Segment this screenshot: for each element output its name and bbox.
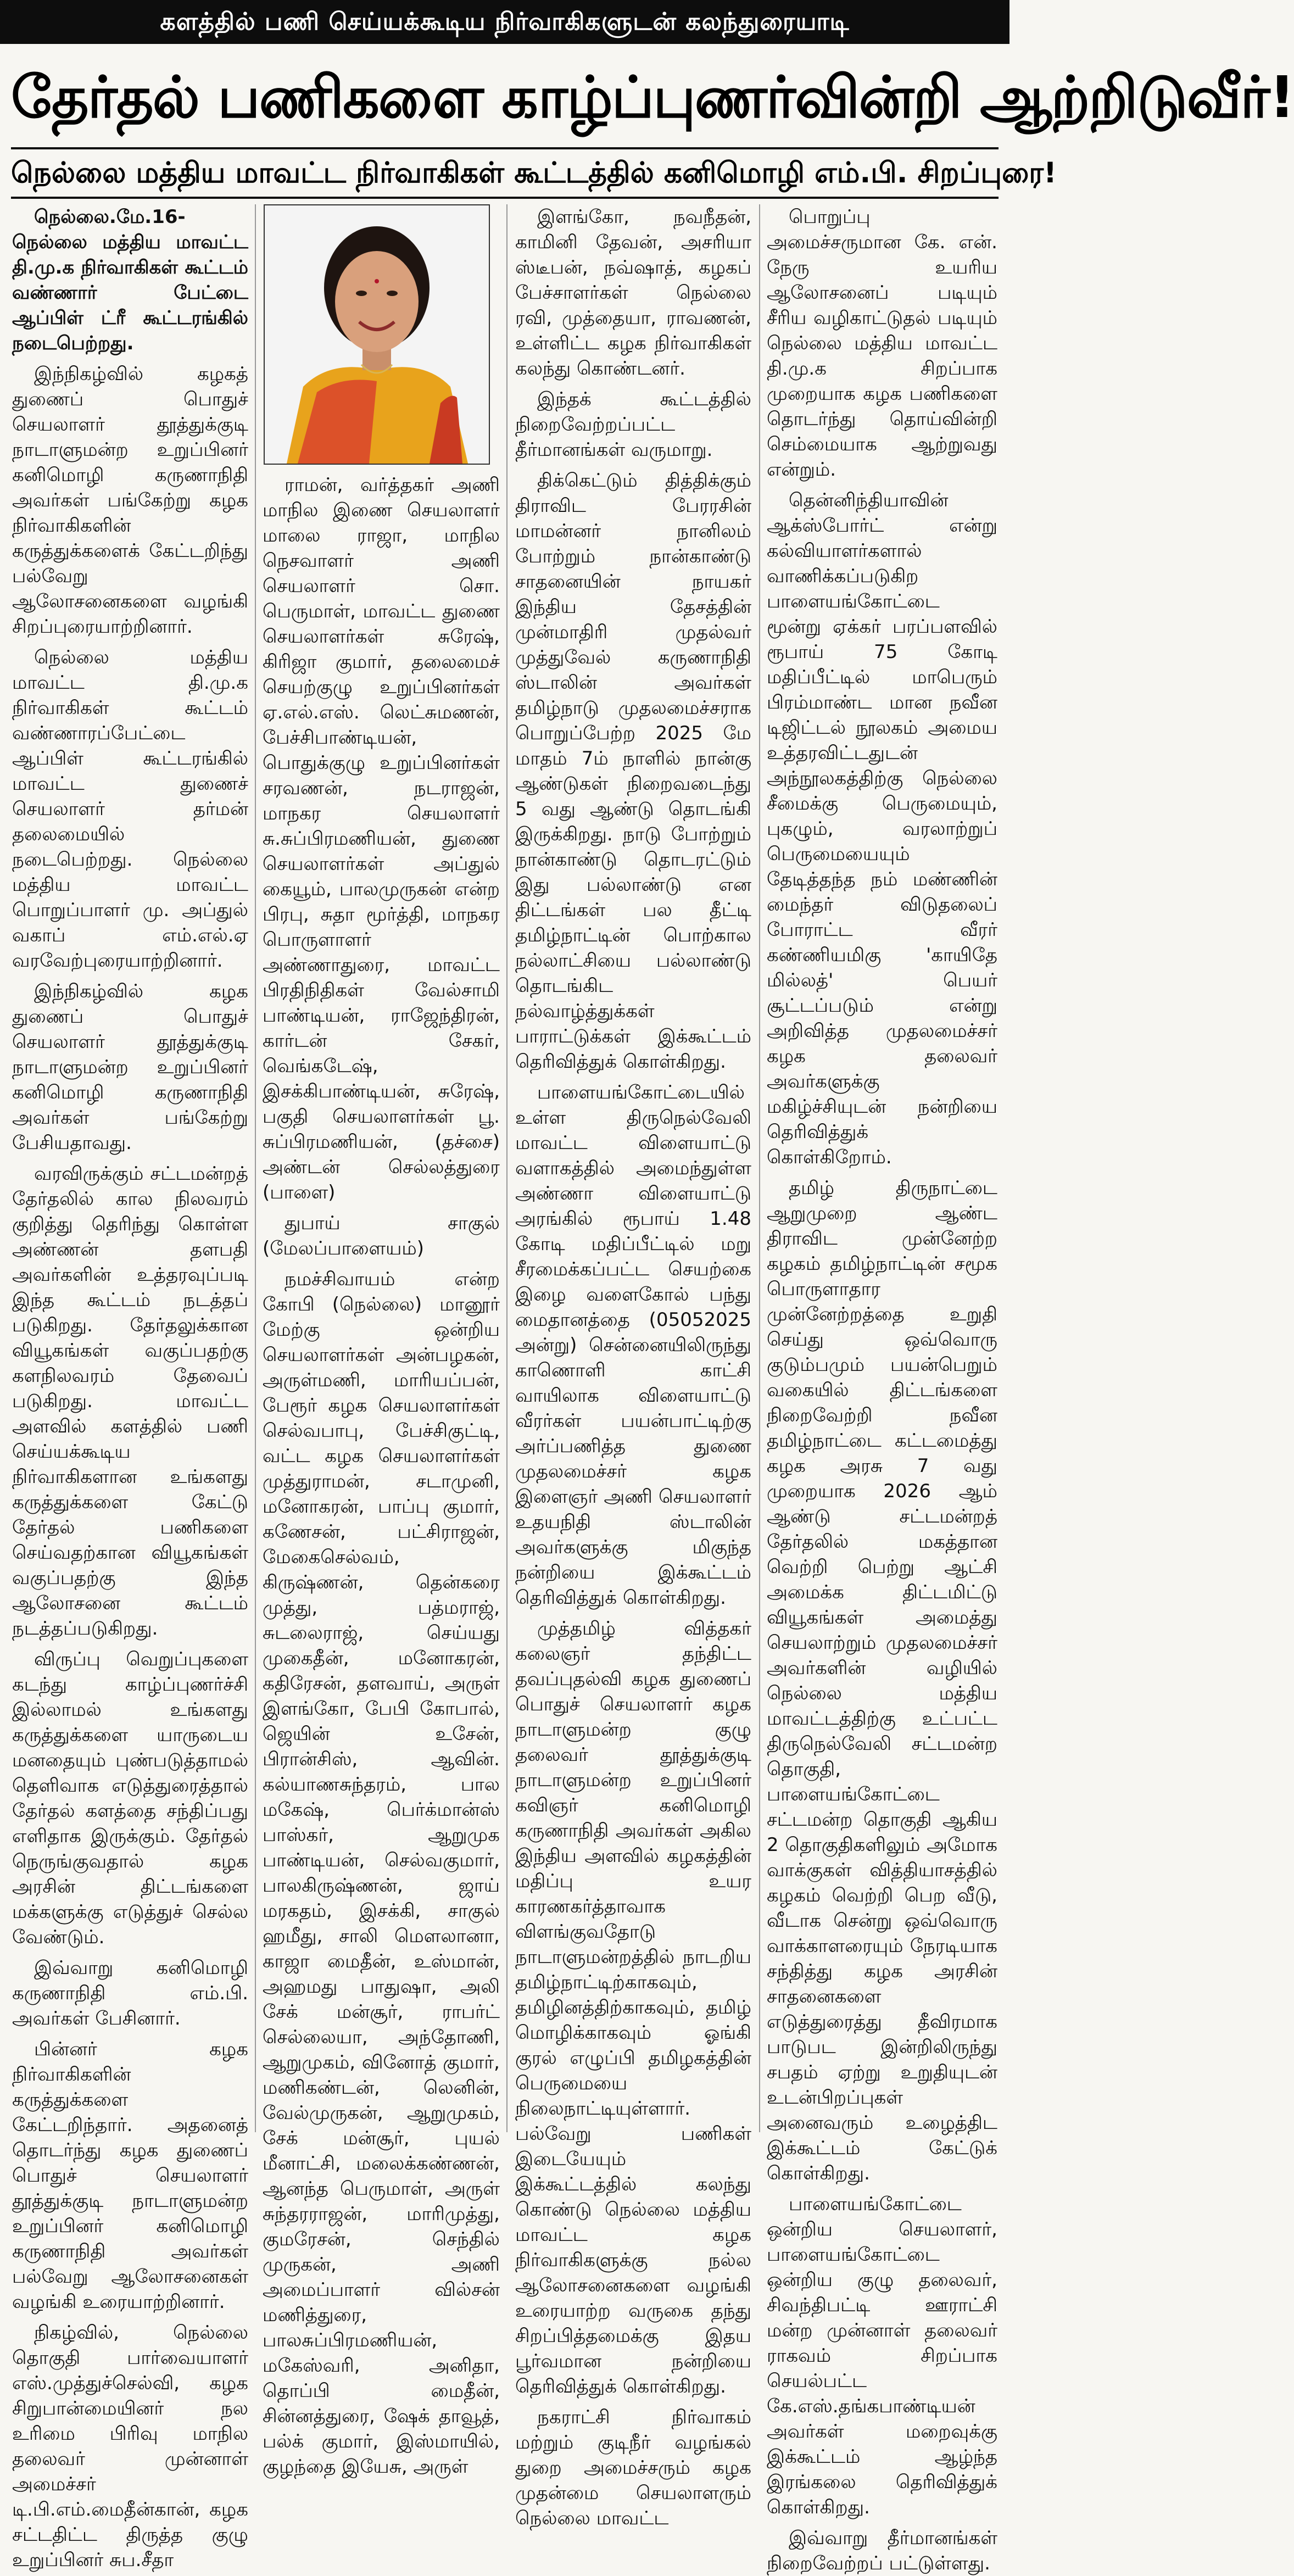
article-paragraph: திக்கெட்டும் தித்திக்கும் திராவிட பேரரசின் மாமன்னர் நானிலம் போற்றும் நான்காண்டு சாதனையின் நாயகர் இந்திய தேசத்தின் முன்மாதிரி முதல்வர் முத்துவேல் கருணாநிதி ஸ்டாலின் அவர்கள் தமிழ்நாடு முதலமைச்சராக பொறுப்பேற்ற 2025 மே மாதம் 7ம் நாளில் நான்கு ஆண்டுகள் நிறைவடைந்து 5 வது ஆண்டு தொடங்கி இருக்கிறது. நாடு போற்றும் நான்காண்டு தொடரட்டும் இது பல்லாண்டு என திட்டங்கள் பல தீட்டி தமிழ்நாட்டின் பொற்கால நல்லாட்சியை பல்லாண்டு தொடங்கிட நல்வாழ்த்துக்கள் பாராட்டுக்கள் இக்கூட்டம் தெரிவித்துக் கொள்கிறது.	[515, 470, 751, 1073]
subheadline: நெல்லை மத்திய மாவட்ட நிர்வாகிகள் கூட்டத்தில் கனிமொழி எம்.பி. சிறப்புரை!	[11, 147, 999, 199]
article-paragraph: வரவிருக்கும் சட்டமன்றத் தேர்தலில் கால நிலவரம் குறித்து தெரிந்து கொள்ள அண்ணன் தளபதி அவர்களின் உத்தரவுப்படி இந்த கூட்டம் நடத்தப் படுகிறது. தேர்தலுக்கான வியூகங்கள் வகுப்பதற்கு களநிலவரம் தேவைப் படுகிறது. மாவட்ட அளவில் களத்தில் பணி செய்யக்கூடிய நிர்வாகிகளான உங்களது கருத்துக்களை கேட்டு தேர்தல் பணிகளை செய்வதற்கான வியூகங்கள் வகுப்பதற்கு இந்த ஆலோசனை கூட்டம் நடத்தப்படுகிறது.	[12, 1163, 248, 1640]
article-paragraph: விருப்பு வெறுப்புகளை கடந்து காழ்ப்புணர்ச்சி இல்லாமல் உங்களது கருத்துக்களை யாருடைய மனதையும் புண்படுத்தாமல் தெளிவாக எடுத்துரைத்தால் தேர்தல் களத்தை சந்திப்பது எளிதாக இருக்கும். தேர்தல் நெருங்குவதால் கழக அரசின் திட்டங்களை மக்களுக்கு எடுத்துச் செல்ல வேண்டும்.	[12, 1648, 248, 1948]
article-column-2	[263, 472, 500, 2478]
kicker-banner: களத்தில் பணி செய்யக்கூடிய நிர்வாகிகளுடன் கலந்துரையாடி	[0, 0, 1009, 44]
article-paragraph: இவ்வாறு கனிமொழி கருணாநிதி எம்.பி. அவர்கள் பேசினார்.	[12, 1957, 248, 2029]
article-paragraph: நெல்லை.மே.16- நெல்லை மத்திய மாவட்ட தி.மு.க நிர்வாகிகள் கூட்டம் வண்ணார் பேட்டை ஆப்பிள் ட்ரீ கூட்டரங்கில் நடைபெற்றது.	[12, 206, 248, 354]
article-paragraph: துபாய் சாகுல் (மேலப்பாளையம்)	[263, 1212, 500, 1259]
article-paragraph: பாளையங்கோட்டையில் உள்ள திருநெல்வேலி மாவட்ட விளையாட்டு வளாகத்தில் அமைந்துள்ள அண்ணா விளையாட்டு அரங்கில் ரூபாய் 1.48 கோடி மதிப்பீட்டில் மறு சீரமைக்கப்பட்ட செயற்கை இழை வளைகோல் பந்து மைதானத்தை (05052025 அன்று) சென்னையிலிருந்து காணொளி காட்சி வாயிலாக விளையாட்டு வீரர்கள் பயன்பாட்டிற்கு அர்ப்பணித்த துணை முதலமைச்சர் கழக இளைஞர் அணி செயலாளர் உதயநிதி ஸ்டாலின் அவர்களுக்கு மிகுந்த நன்றியை இக்கூட்டம் தெரிவித்துக் கொள்கிறது.	[515, 1081, 751, 1609]
article-paragraph: தமிழ் திருநாட்டை ஆறுமுறை ஆண்ட திராவிட முன்னேற்ற கழகம் தமிழ்நாட்டின் சமூக பொருளாதார முன்னேற்றத்தை உறுதி செய்து ஒவ்வொரு குடும்பமும் பயன்பெறும் வகையில் திட்டங்களை நிறைவேற்றி நவீன தமிழ்நாட்டை கட்டமைத்து கழக அரசு 7 வது முறையாக 2026 ஆம் ஆண்டு சட்டமன்றத் தேர்தலில் மகத்தான வெற்றி பெற்று ஆட்சி அமைக்க திட்டமிட்டு வியூகங்கள் அமைத்து செயலாற்றும் முதலமைச்சர் அவர்களின் வழியில் நெல்லை மத்திய மாவட்டத்திற்கு உட்பட்ட திருநெல்வேலி சட்டமன்ற தொகுதி, பாளையங்கோட்டை சட்டமன்ற தொகுதி ஆகிய 2 தொகுதிகளிலும் அமோக வாக்குகள் வித்தியாசத்தில் கழகம் வெற்றி பெற வீடு, வீடாக சென்று ஒவ்வொரு வாக்காளரையும் நேரடியாக சந்தித்து கழக அரசின் சாதனைகளை எடுத்துரைத்து தீவிரமாக பாடுபட இன்றிலிருந்து சபதம் ஏற்று உறுதியுடன் உடன்பிறப்புகள் அனைவரும் உழைத்திட இக்கூட்டம் கேட்டுக் கொள்கிறது.	[767, 1177, 997, 2184]
column-rule	[759, 204, 760, 2132]
article-paragraph: நகராட்சி நிர்வாகம் மற்றும் குடிநீர் வழங்கல் துறை அமைச்சரும் கழக முதன்மை செயலாளரும் நெல்லை மாவட்ட	[515, 2406, 751, 2529]
article-paragraph: இந்நிகழ்வில் கழக துணைப் பொதுச் செயலாளர் தூத்துக்குடி நாடாளுமன்ற உறுப்பினர் கனிமொழி கருணாநிதி அவர்கள் பங்கேற்று பேசியதாவது.	[12, 980, 248, 1154]
headline: தேர்தல் பணிகளை காழ்ப்புணர்வின்றி ஆற்றிடுவீர்!	[11, 64, 1294, 131]
article-paragraph: பின்னர் கழக நிர்வாகிகளின் கருத்துக்களை கேட்டறிந்தார். அதனைத் தொடர்ந்து கழக துணைப் பொதுச் செயலாளர் தூத்துக்குடி நாடாளுமன்ற உறுப்பினர் கனிமொழி கருணாநிதி அவர்கள் பல்வேறு ஆலோசனைகள் வழங்கி உரையாற்றினார்.	[12, 2038, 248, 2313]
article-paragraph: பொறுப்பு அமைச்சருமான கே. என். நேரு உயரிய ஆலோசனைப் படியும் சீரிய வழிகாட்டுதல் படியும் நெல்லை மத்திய மாவட்ட தி.மு.க சிறப்பாக முறையாக கழக பணிகளை தொடர்ந்து தொய்வின்றி செம்மையாக ஆற்றுவது என்றும்.	[767, 206, 997, 481]
portrait-photo-icon	[265, 205, 489, 464]
article-column-3	[515, 204, 751, 2529]
article-column-4	[767, 204, 997, 2574]
article-paragraph: இந்நிகழ்வில் கழகத் துணைப் பொதுச் செயலாளர் தூத்துக்குடி நாடாளுமன்ற உறுப்பினர் கனிமொழி கருணாநிதி அவர்கள் பங்கேற்று கழக நிர்வாகிகளின் கருத்துக்களைக் கேட்டறிந்து பல்வேறு ஆலோசனைகளை வழங்கி சிறப்புரையாற்றினார்.	[12, 363, 248, 638]
column-rule	[255, 204, 256, 2132]
article-paragraph: இவ்வாறு தீர்மானங்கள் நிறைவேற்றப் பட்டுள்ளது.	[767, 2527, 997, 2574]
portrait-photo	[264, 204, 490, 465]
article-paragraph: முத்தமிழ் வித்தகர் கலைஞர் தந்திட்ட தவப்புதல்வி கழக துணைப் பொதுச் செயலாளர் கழக நாடாளுமன்ற குழு தலைவர் தூத்துக்குடி நாடாளுமன்ற உறுப்பினர் கவிஞர் கனிமொழி கருணாநிதி அவர்கள் அகில இந்திய அளவில் கழகத்தின் மதிப்பு உயர காரணகர்த்தாவாக விளங்குவதோடு நாடாளுமன்றத்தில் நாடறிய தமிழ்நாட்டிற்காகவும், தமிழினத்திற்காகவும், தமிழ் மொழிக்காகவும் ஓங்கி குரல் எழுப்பி தமிழகத்தின் பெருமையை நிலைநாட்டியுள்ளார். பல்வேறு பணிகள் இடையேயும் இக்கூட்டத்தில் கலந்து கொண்டு நெல்லை மத்திய மாவட்ட கழக நிர்வாகிகளுக்கு நல்ல ஆலோசனைகளை வழங்கி உரையாற்ற வருகை தந்து சிறப்பித்தமைக்கு இதய பூர்வமான நன்றியை தெரிவித்துக் கொள்கிறது.	[515, 1618, 751, 2397]
article-paragraph: நமச்சிவாயம் என்ற கோபி (நெல்லை) மானூர் மேற்கு ஒன்றிய செயலாளர்கள் அன்பழகன், அருள்மணி, மாரியப்பன், பேரூர் கழக செயலாளர்கள் செல்வபாபு, பேச்சிகுட்டி, வட்ட கழக செயலாளர்கள் முத்துராமன், சடாமுனி, மனோகரன், பாப்பு குமார், கணேசன், பட்சிராஜன், மேகைசெல்வம், கிருஷ்ணன், தென்கரை முத்து, பத்மராஜ், சுடலைராஜ், செய்யது முகைதீன், மனோகரன், கதிரேசன், தளவாய், அருள் இளங்கோ, பேபி கோபால், ஜெயின் உசேன், பிரான்சிஸ், ஆவின். கல்யாணசுந்தரம், பால மகேஷ், பெர்க்மான்ஸ் பாஸ்கர், ஆறுமுக பாண்டியன், செல்வகுமார், பாலகிருஷ்ணன், ஜாய் மரகதம், இசக்கி, சாகுல் ஹமீது, சாலி மௌலானா, காஜா மைதீன், உஸ்மான், அஹமது பாதுஷா, அலி சேக் மன்சூர், ராபர்ட் செல்லையா, அந்தோணி, ஆறுமுகம், வினோத் குமார், மணிகண்டன், லெனின், வேல்முருகன், ஆறுமுகம், சேக் மன்சூர், புயல் மீனாட்சி, மலைக்கண்ணன், ஆனந்த பெருமாள், அருள் சுந்தரராஜன், மாரிமுத்து, குமரேசன், செந்தில் முருகன், அணி அமைப்பாளர் வில்சன் மணித்துரை, பாலசுப்பிரமணியன், மகேஸ்வரி, அனிதா, தொப்பி மைதீன், சின்னத்துரை, ஷேக் தாவூத், பல்க் குமார், இஸ்மாயில், குழந்தை இயேசு, அருள்	[263, 1268, 500, 2478]
article-paragraph: இளங்கோ, நவநீதன், காமினி தேவன், அசரியா ஸ்டீபன், நவ்ஷாத், கழகப் பேச்சாளர்கள் நெல்லை ரவி, முத்தையா, ராவணன், உள்ளிட்ட கழக நிர்வாகிகள் கலந்து கொண்டனர்.	[515, 206, 751, 380]
article-column-1	[12, 204, 248, 2571]
article-paragraph: பாளையங்கோட்டை ஒன்றிய செயலாளர், பாளையங்கோட்டை ஒன்றிய குழு தலைவர், சிவந்திபட்டி ஊராட்சி மன்ற முன்னாள் தலைவர் ராகவம் சிறப்பாக செயல்பட்ட கே.எஸ்.தங்கபாண்டியன் அவர்கள் மறைவுக்கு இக்கூட்டம் ஆழ்ந்த இரங்கலை தெரிவித்துக் கொள்கிறது.	[767, 2193, 997, 2518]
article-paragraph: ராமன், வர்த்தகர் அணி மாநில இணை செயலாளர் மாலை ராஜா, மாநில நெசவாளர் அணி செயலாளர் சொ. பெருமாள், மாவட்ட துணை செயலாளர்கள் சுரேஷ், கிரிஜா குமார், தலைமைச் செயற்குழு உறுப்பினர்கள் ஏ.எல்.எஸ். லெட்சுமணன், பேச்சிபாண்டியன், பொதுக்குழு உறுப்பினர்கள் சரவணன், நடராஜன், மாநகர செயலாளர் சு.சுப்பிரமணியன், துணை செயலாளர்கள் அப்துல் கையூம், பாலமுருகன் என்ற பிரபு, சுதா மூர்த்தி, மாநகர பொருளாளர் அண்ணாதுரை, மாவட்ட பிரதிநிதிகள் வேல்சாமி பாண்டியன், ராஜேந்திரன், கார்டன் சேகர், வெங்கடேஷ், இசக்கிபாண்டியன், சுரேஷ், பகுதி செயலாளர்கள் பூ. சுப்பிரமணியன், (தச்சை) அண்டன் செல்லத்துரை (பாளை)	[263, 474, 500, 1203]
article-paragraph: தென்னிந்தியாவின் ஆக்ஸ்போர்ட் என்று கல்வியாளர்களால் வாணிக்கப்படுகிற பாளையங்கோட்டை மூன்று ஏக்கர் பரப்பளவில் ரூபாய் 75 கோடி மதிப்பீட்டில் மாபெரும் பிரம்மாண்ட மான நவீன டிஜிட்டல் நூலகம் அமைய உத்தரவிட்டதுடன் அந்நூலகத்திற்கு நெல்லை சீமைக்கு பெருமையும், புகழும், வரலாற்றுப் பெருமையையும் தேடித்தந்த நம் மண்ணின் மைந்தர் விடுதலைப் போராட்ட வீரர் கண்ணியமிகு 'காயிதே மில்லத்' பெயர் சூட்டப்படும் என்று அறிவித்த முதலமைச்சர் கழக தலைவர் அவர்களுக்கு மகிழ்ச்சியுடன் நன்றியை தெரிவித்துக் கொள்கிறோம்.	[767, 489, 997, 1168]
article-paragraph: நெல்லை மத்திய மாவட்ட தி.மு.க நிர்வாகிகள் கூட்டம் வண்ணாரப்பேட்டை ஆப்பிள் கூட்டரங்கில் மாவட்ட துணைச் செயலாளர் தர்மன் தலைமையில் நடைபெற்றது. நெல்லை மத்திய மாவட்ட பொறுப்பாளர் மு. அப்துல் வகாப் எம்.எல்.ஏ வரவேற்புரையாற்றினார்.	[12, 646, 248, 972]
article-paragraph: நிகழ்வில், நெல்லை தொகுதி பார்வையாளர் எஸ்.முத்துச்செல்வி, கழக சிறுபான்மையினர் நல உரிமை பிரிவு மாநில தலைவர் முன்னாள் அமைச்சர் டி.பி.எம்.மைதீன்கான், கழக சட்டதிட்ட திருத்த குழு உறுப்பினர் சுப.சீதா	[12, 2322, 248, 2571]
article-paragraph: இந்தக் கூட்டத்தில் நிறைவேற்றப்பட்ட தீர்மானங்கள் வருமாறு.	[515, 388, 751, 461]
column-rule	[506, 204, 507, 2132]
